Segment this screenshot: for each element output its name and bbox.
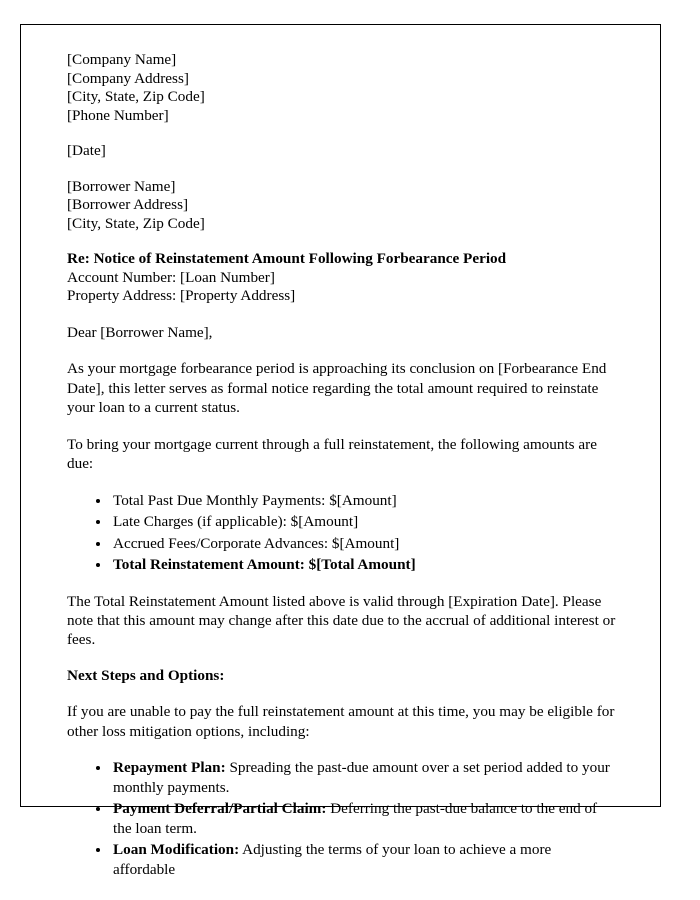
salutation: Dear [Borrower Name],	[67, 324, 213, 342]
list-item: • Accrued Fees/Corporate Advances: $[Amount]	[111, 534, 616, 553]
list-item: • Total Past Due Monthly Payments: $[Amount]	[111, 491, 616, 510]
next-steps-heading: Next Steps and Options:	[67, 666, 225, 684]
loss-mitigation-options-list	[67, 758, 616, 879]
option-text: Deferring the past-due balance to the end of the loan term.	[113, 800, 598, 837]
list-item	[111, 758, 616, 797]
list-item-total: • Total Reinstatement Amount: $[Total Amount]	[111, 555, 616, 574]
sender-line-4: [Phone Number]	[67, 106, 169, 124]
date-block	[67, 142, 616, 161]
recipient-address-block	[67, 178, 616, 234]
letter-sheet	[20, 24, 661, 878]
sender-line-2: [Company Address]	[67, 69, 189, 87]
recipient-line-1: [Borrower Name]	[67, 177, 176, 195]
option-label: Loan Modification:	[113, 841, 240, 859]
date-line: [Date]	[67, 142, 106, 160]
recipient-line-3: [City, State, Zip Code]	[67, 214, 205, 232]
property-address-line: Property Address: [Property Address]	[67, 287, 296, 305]
paragraph-options-intro: If you are unable to pay the full reinstatement amount at this time, you may be eligible for other loss mitigation options, including:	[67, 703, 615, 740]
sender-address-block	[67, 51, 616, 125]
subject-block	[67, 250, 616, 306]
recipient-line-2: [Borrower Address]	[67, 196, 189, 214]
option-text: Adjusting the terms of your loan to achieve a more affordable	[113, 841, 552, 878]
account-number-line: Account Number: [Loan Number]	[67, 268, 275, 286]
reinstatement-amount-list	[67, 491, 616, 575]
sender-line-3: [City, State, Zip Code]	[67, 88, 205, 106]
option-label: Payment Deferral/Partial Claim:	[113, 800, 327, 818]
re-line: Re: Notice of Reinstatement Amount Following Forbearance Period	[67, 250, 507, 268]
paragraph-forbearance-notice: As your mortgage forbearance period is approaching its conclusion on [Forbearance End Date], this letter serves as formal notice regarding the total amount required to reinstate your loan to a current status.	[67, 360, 607, 417]
sender-line-1: [Company Name]	[67, 51, 177, 68]
option-label: Repayment Plan:	[113, 759, 226, 777]
list-item: • Late Charges (if applicable): $[Amount]	[111, 512, 616, 531]
paragraph-validity-notice: The Total Reinstatement Amount listed above is valid through [Expiration Date]. Please note that this amount may change after this date due to the accrual of additional interest or fees.	[67, 592, 616, 649]
list-item	[111, 799, 616, 838]
option-text: Spreading the past-due amount over a set period added to your monthly payments.	[113, 759, 610, 796]
paragraph-amounts-intro: To bring your mortgage current through a full reinstatement, the following amounts are due:	[67, 435, 597, 473]
letter-body	[21, 25, 660, 879]
list-item	[111, 840, 616, 879]
